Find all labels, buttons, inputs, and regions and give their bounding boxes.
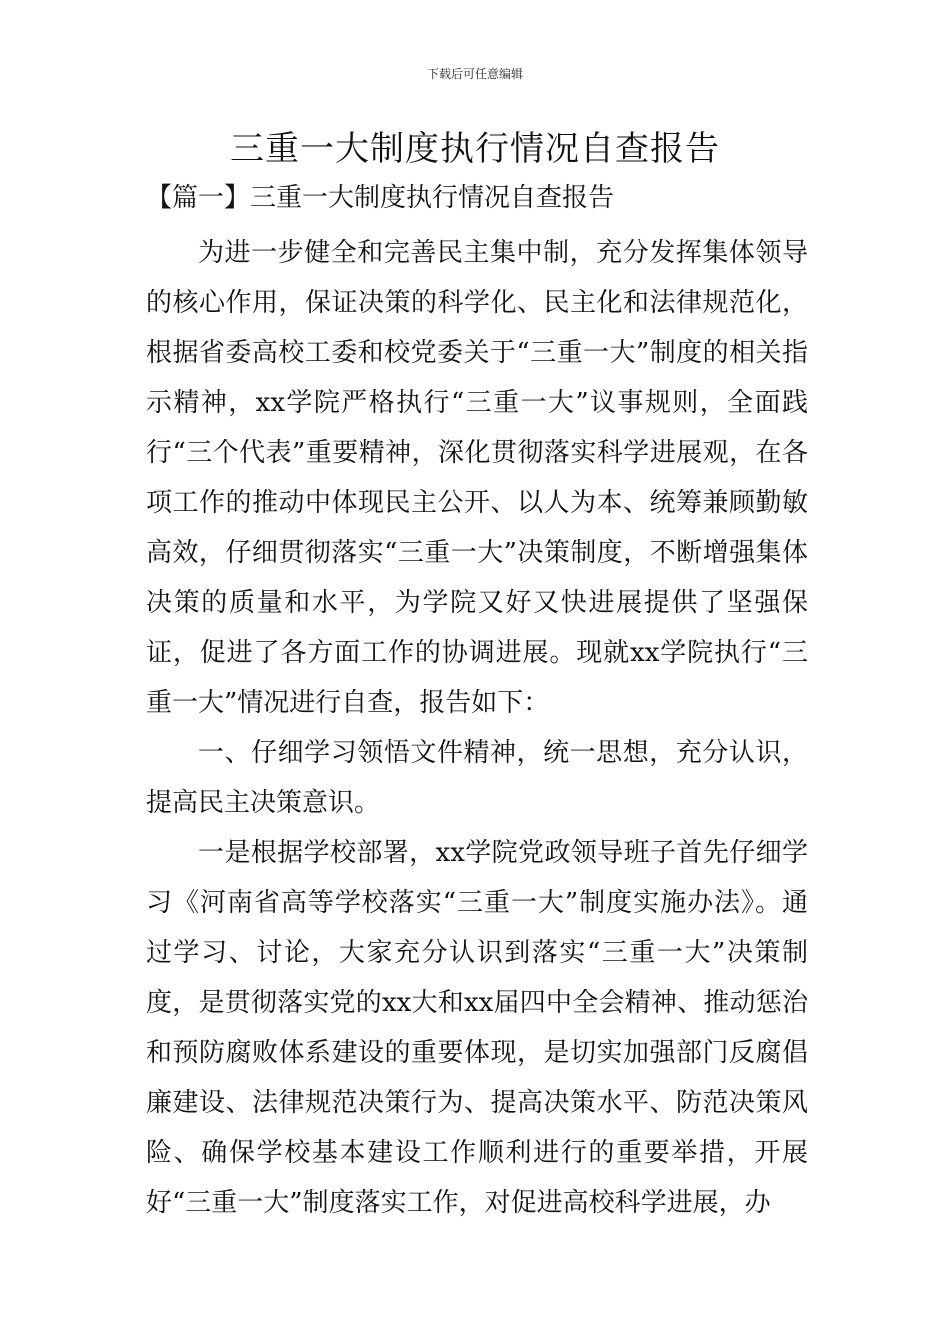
paragraph-point-one: 一是根据学校部署，xx学院党政领导班子首先仔细学习《河南省高等学校落实“三重一大”制度实施办法》。通过学习、讨论，大家充分认识到落实“三重一大”决策制度，是贯彻落实党的xx大和xx届四中全会精神、推动惩治和预防腐败体系建设的重要体现，是切实加强部门反腐倡廉建设、法律规范决策行为、提高决策水平、防范决策风险、确保学校基本建设工作顺利进行的重要举措，开展好“三重一大”制度落实工作，对促进高校科学进展，办: [146, 838, 808, 1218]
paragraph-intro: 为进一步健全和完善民主集中制，充分发挥集体领导的核心作用，保证决策的科学化、民主化和法律规范化，根据省委高校工委和校党委关于“三重一大”制度的相关指示精神，xx学院严格执行“三重一大”议事规则，全面践行“三个代表”重要精神，深化贯彻落实科学进展观，在各项工作的推动中体现民主公开、以人为本、统筹兼顾勤敏高效，仔细贯彻落实“三重一大”决策制度，不断增强集体决策的质量和水平，为学院又好又快进展提供了坚强保证，促进了各方面工作的协调进展。现就xx学院执行“三重一大”情况进行自查，报告如下：: [146, 238, 808, 718]
paragraph-heading-one: 一、仔细学习领悟文件精神，统一思想，充分认识，提高民主决策意识。: [146, 738, 808, 818]
header-note: 下载后可任意编辑: [426, 67, 523, 81]
section-heading: 【篇一】三重一大制度执行情况自查报告: [146, 183, 615, 213]
document-body: [146, 228, 808, 1228]
document-title: 三重一大制度执行情况自查报告: [230, 129, 720, 169]
